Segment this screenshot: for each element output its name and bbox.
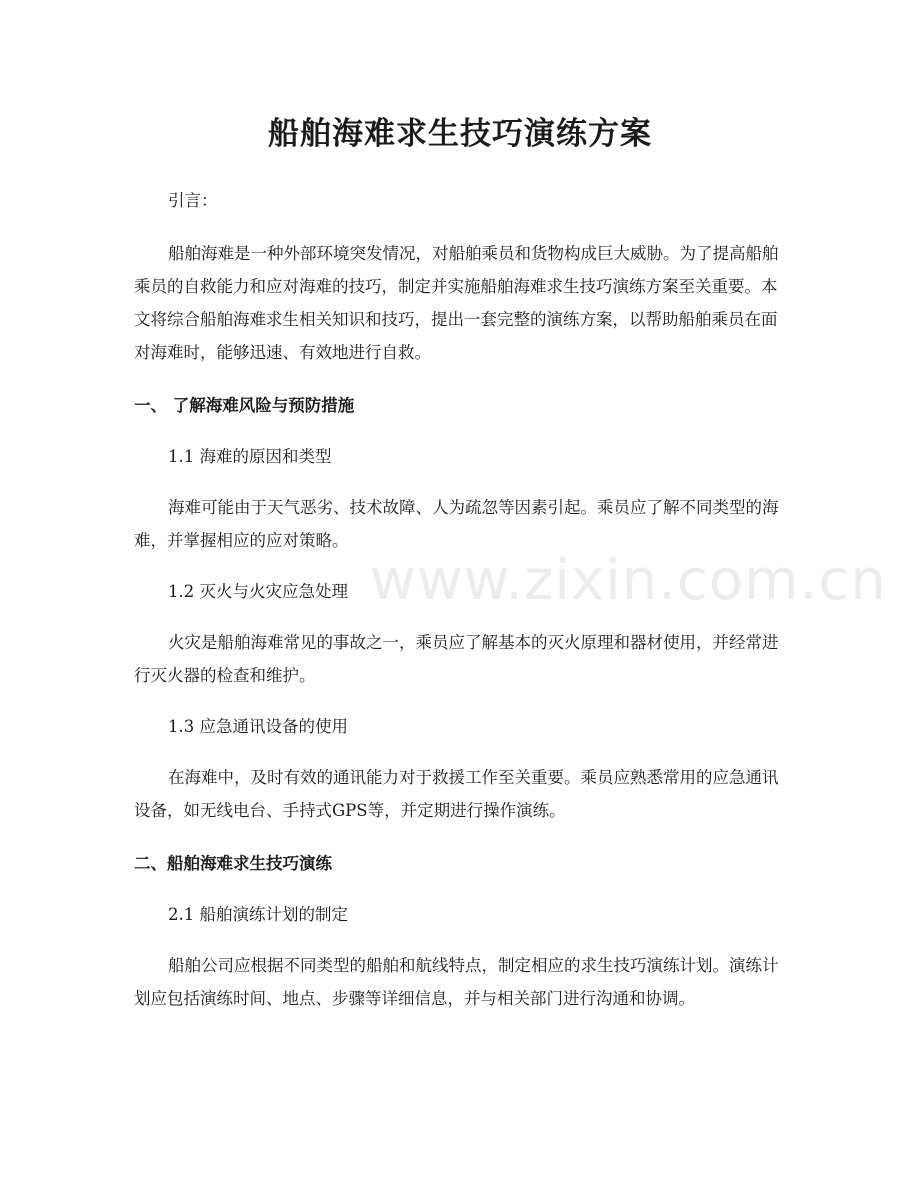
section-1-heading: 一、 了解海难风险与预防措施 [134, 396, 355, 415]
section-2-1-title: 2.1 船舶演练计划的制定 [168, 905, 348, 924]
section-1-3-text: 在海难中，及时有效的通讯能力对于救援工作至关重要。乘员应熟悉常用的应急通讯设备，如无线电台、手持式GPS等，并定期进行操作演练。 [134, 768, 779, 820]
intro-paragraph: 船舶海难是一种外部环境突发情况，对船舶乘员和货物构成巨大威胁。为了提高船舶乘员的自救能力和应对海难的技巧，制定并实施船舶海难求生技巧演练方案至关重要。本文将综合船舶海难求生相关知识和技巧，提出一套完整的演练方案，以帮助船舶乘员在面对海难时，能够迅速、有效地进行自救。 [134, 244, 779, 362]
section-2-heading: 二、船舶海难求生技巧演练 [134, 854, 332, 873]
section-1-1-text: 海难可能由于天气恶劣、技术故障、人为疏忽等因素引起。乘员应了解不同类型的海难，并掌握相应的应对策略。 [134, 498, 779, 550]
section-1-2-text: 火灾是船舶海难常见的事故之一，乘员应了解基本的灭火原理和器材使用，并经常进行灭火器的检查和维护。 [134, 633, 779, 685]
document-title: 船舶海难求生技巧演练方案 [268, 116, 652, 152]
section-1-3-title: 1.3 应急通讯设备的使用 [168, 717, 348, 736]
section-2-1-text: 船舶公司应根据不同类型的船舶和航线特点，制定相应的求生技巧演练计划。演练计划应包括演练时间、地点、步骤等详细信息，并与相关部门进行沟通和协调。 [134, 956, 779, 1008]
section-1-2-title: 1.2 灭火与火灾应急处理 [168, 582, 348, 601]
intro-label: 引言： [168, 191, 218, 210]
section-1-1-title: 1.1 海难的原因和类型 [168, 447, 332, 466]
watermark: www.zixin.com.cn [370, 548, 887, 613]
